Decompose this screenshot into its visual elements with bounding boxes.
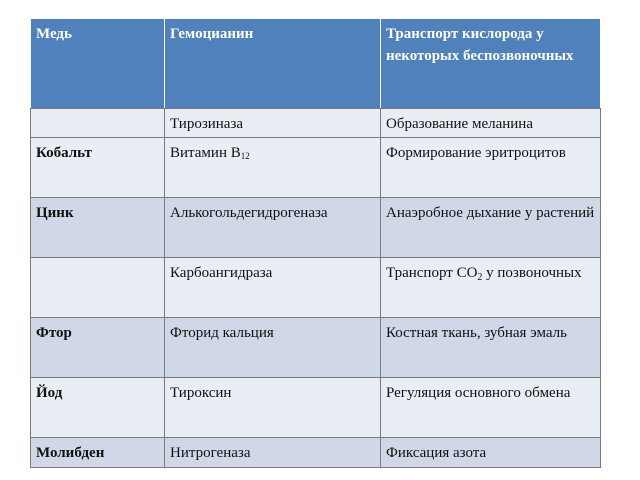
table-cell [31,258,165,318]
table-row [31,258,601,318]
table-cell: Фиксация азота [381,438,601,468]
table-cell [381,258,601,318]
table-cell: Гемоцианин [165,19,381,109]
table-cell: Формирование эритроцитов [381,138,601,198]
elements-table [30,18,601,468]
table-cell: Цинк [31,198,165,258]
table-cell: Тироксин [165,378,381,438]
table-cell: Нитрогеназа [165,438,381,468]
co2-label-tail: у позвоночных [482,265,582,281]
table-cell: Кобальт [31,138,165,198]
table-cell: Йод [31,378,165,438]
table-cell: Фтор [31,318,165,378]
vitamin-subscript: 12 [240,151,250,161]
table-cell: Медь [31,19,165,109]
co2-subscript: 2 [477,272,483,283]
table-row [31,138,601,198]
table-cell: Костная ткань, зубная эмаль [381,318,601,378]
table-cell: Алькогольдегидрогеназа [165,198,381,258]
table-cell: Карбоангидраза [165,258,381,318]
table-cell: Образование меланина [381,109,601,138]
table-row [31,438,601,468]
table-cell [165,138,381,198]
table-cell: Тирозиназа [165,109,381,138]
vitamin-label: Витамин В [170,145,241,161]
table-row [31,109,601,138]
table-cell: Транспорт кислорода у некоторых беспозвоночных [381,19,601,109]
table-row [31,378,601,438]
table-cell: Регуляция основного обмена [381,378,601,438]
table-row [31,198,601,258]
table-cell: Фторид кальция [165,318,381,378]
co2-label: Транспорт СО [386,265,478,281]
table-row [31,19,601,109]
table-cell [31,109,165,138]
table-cell: Молибден [31,438,165,468]
elements-table-container [30,18,600,468]
table-cell: Анаэробное дыхание у растений [381,198,601,258]
table-row [31,318,601,378]
